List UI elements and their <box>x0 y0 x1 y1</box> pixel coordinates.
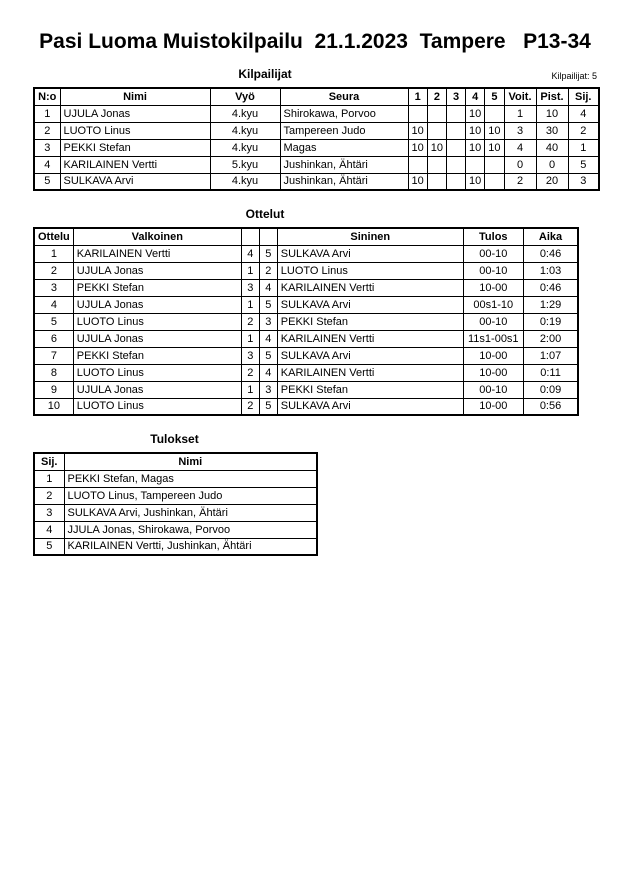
table-cell: KARILAINEN Vertti <box>277 330 463 347</box>
table-cell: 2 <box>34 262 73 279</box>
table-cell: 4.kyu <box>210 173 280 190</box>
table-cell: 1 <box>241 296 259 313</box>
table-cell: 0:46 <box>523 245 578 262</box>
column-header: Nimi <box>60 88 210 105</box>
table-cell: Magas <box>280 139 408 156</box>
table-cell: 2 <box>241 364 259 381</box>
table-cell: 4 <box>504 139 536 156</box>
table-cell: 40 <box>536 139 568 156</box>
column-header: Valkoinen <box>73 228 241 245</box>
table-cell: LUOTO Linus <box>73 313 241 330</box>
table-cell: 00-10 <box>463 262 523 279</box>
table-cell: LUOTO Linus <box>73 364 241 381</box>
competitors-header-row <box>34 88 599 105</box>
table-cell: 3 <box>259 313 277 330</box>
table-cell: KARILAINEN Vertti, Jushinkan, Ähtäri <box>64 538 317 555</box>
table-cell: 4 <box>259 364 277 381</box>
table-cell: 2 <box>241 398 259 415</box>
table-cell: 1:29 <box>523 296 578 313</box>
table-cell: 0 <box>536 156 568 173</box>
table-cell: KARILAINEN Vertti <box>60 156 210 173</box>
table-cell: 3 <box>34 504 64 521</box>
table-cell: UJULA Jonas <box>73 381 241 398</box>
column-header <box>241 228 259 245</box>
table-cell <box>447 105 466 122</box>
table-cell <box>485 156 504 173</box>
table-row <box>34 173 599 190</box>
table-cell <box>427 156 446 173</box>
table-cell: 4 <box>34 156 60 173</box>
results-heading: Tulokset <box>150 432 199 446</box>
table-cell: 0:19 <box>523 313 578 330</box>
table-cell: 5 <box>34 538 64 555</box>
table-cell: 30 <box>536 122 568 139</box>
table-cell: 6 <box>34 330 73 347</box>
table-cell: 5 <box>34 173 60 190</box>
table-row <box>34 381 578 398</box>
table-cell: 4.kyu <box>210 139 280 156</box>
table-cell: 20 <box>536 173 568 190</box>
table-cell: 10-00 <box>463 364 523 381</box>
table-cell: 1 <box>34 105 60 122</box>
column-header <box>259 228 277 245</box>
table-row <box>34 296 578 313</box>
table-cell: 3 <box>568 173 599 190</box>
table-cell: Shirokawa, Porvoo <box>280 105 408 122</box>
table-cell: SULKAVA Arvi <box>277 347 463 364</box>
table-row <box>34 330 578 347</box>
matches-table <box>33 227 579 416</box>
table-cell: PEKKI Stefan <box>73 347 241 364</box>
table-cell: 4 <box>259 279 277 296</box>
table-cell: KARILAINEN Vertti <box>277 364 463 381</box>
table-cell: PEKKI Stefan <box>277 313 463 330</box>
table-cell <box>427 173 446 190</box>
results-section-header <box>33 432 597 448</box>
table-cell: UJULA Jonas <box>73 330 241 347</box>
table-cell: PEKKI Stefan <box>73 279 241 296</box>
table-cell: 10-00 <box>463 398 523 415</box>
column-header: Nimi <box>64 453 317 470</box>
table-cell <box>485 173 504 190</box>
table-cell: 2:00 <box>523 330 578 347</box>
table-cell: LUOTO Linus, Tampereen Judo <box>64 487 317 504</box>
results-table <box>33 452 318 556</box>
table-cell: 2 <box>504 173 536 190</box>
table-row <box>34 139 599 156</box>
table-cell: JJULA Jonas, Shirokawa, Porvoo <box>64 521 317 538</box>
table-cell: 10 <box>408 139 427 156</box>
table-cell: 4 <box>34 521 64 538</box>
matches-header-row <box>34 228 578 245</box>
table-cell <box>427 105 446 122</box>
column-header: Sininen <box>277 228 463 245</box>
table-cell: 1 <box>504 105 536 122</box>
table-cell: 3 <box>34 139 60 156</box>
table-cell: 4.kyu <box>210 105 280 122</box>
table-cell: 00-10 <box>463 245 523 262</box>
table-cell <box>447 122 466 139</box>
table-cell: 9 <box>34 381 73 398</box>
table-cell: 10 <box>536 105 568 122</box>
table-row <box>34 156 599 173</box>
table-cell: 3 <box>34 279 73 296</box>
table-cell: 4 <box>259 330 277 347</box>
table-row <box>34 521 317 538</box>
table-row <box>34 538 317 555</box>
table-row <box>34 487 317 504</box>
competitors-table-body <box>34 105 599 190</box>
table-row <box>34 470 317 487</box>
table-cell: 10 <box>485 122 504 139</box>
column-header: Sij. <box>568 88 599 105</box>
table-cell: 5 <box>259 398 277 415</box>
table-cell: 0 <box>504 156 536 173</box>
column-header: Aika <box>523 228 578 245</box>
column-header: Tulos <box>463 228 523 245</box>
table-row <box>34 279 578 296</box>
table-cell: 11s1-00s1 <box>463 330 523 347</box>
column-header: Vyö <box>210 88 280 105</box>
column-header: Seura <box>280 88 408 105</box>
competitors-heading: Kilpailijat <box>238 67 292 81</box>
table-cell: 10 <box>427 139 446 156</box>
table-cell: 0:46 <box>523 279 578 296</box>
table-row <box>34 122 599 139</box>
table-cell <box>408 105 427 122</box>
column-header: 2 <box>427 88 446 105</box>
table-cell: SULKAVA Arvi <box>277 245 463 262</box>
table-cell: LUOTO Linus <box>73 398 241 415</box>
table-cell: 4.kyu <box>210 122 280 139</box>
table-cell: 10 <box>466 173 485 190</box>
column-header: Sij. <box>34 453 64 470</box>
table-cell: 2 <box>568 122 599 139</box>
table-cell: 5 <box>259 296 277 313</box>
table-cell: UJULA Jonas <box>73 296 241 313</box>
column-header: Voit. <box>504 88 536 105</box>
competitors-table <box>33 87 600 191</box>
table-cell: LUOTO Linus <box>277 262 463 279</box>
table-row <box>34 364 578 381</box>
table-cell: 3 <box>241 279 259 296</box>
table-cell <box>466 156 485 173</box>
matches-section-header <box>33 207 597 223</box>
table-cell <box>447 156 466 173</box>
table-cell: 5.kyu <box>210 156 280 173</box>
table-cell: 1 <box>241 330 259 347</box>
table-cell: KARILAINEN Vertti <box>277 279 463 296</box>
table-cell: 3 <box>259 381 277 398</box>
table-row <box>34 398 578 415</box>
table-row <box>34 313 578 330</box>
table-cell: 2 <box>241 313 259 330</box>
table-cell: 0:11 <box>523 364 578 381</box>
column-header: 3 <box>447 88 466 105</box>
table-cell: 10 <box>408 122 427 139</box>
table-cell: SULKAVA Arvi <box>60 173 210 190</box>
table-cell: 10-00 <box>463 279 523 296</box>
table-cell: 1:07 <box>523 347 578 364</box>
table-cell: 3 <box>504 122 536 139</box>
table-row <box>34 245 578 262</box>
table-cell: 10 <box>466 105 485 122</box>
table-row <box>34 262 578 279</box>
competitor-count-label: Kilpailijat: 5 <box>551 71 597 81</box>
table-cell: SULKAVA Arvi <box>277 296 463 313</box>
table-cell: KARILAINEN Vertti <box>73 245 241 262</box>
table-cell: 1 <box>241 381 259 398</box>
column-header: 5 <box>485 88 504 105</box>
table-cell: Jushinkan, Ähtäri <box>280 173 408 190</box>
table-cell: 5 <box>259 245 277 262</box>
table-cell: PEKKI Stefan, Magas <box>64 470 317 487</box>
table-cell <box>485 105 504 122</box>
table-cell: 1 <box>568 139 599 156</box>
table-cell: 3 <box>241 347 259 364</box>
table-cell: 2 <box>259 262 277 279</box>
table-cell: 1 <box>241 262 259 279</box>
table-cell: 00-10 <box>463 381 523 398</box>
table-cell: 2 <box>34 122 60 139</box>
table-cell: 10 <box>485 139 504 156</box>
table-cell <box>408 156 427 173</box>
table-cell: SULKAVA Arvi, Jushinkan, Ähtäri <box>64 504 317 521</box>
column-header: 1 <box>408 88 427 105</box>
column-header: Ottelu <box>34 228 73 245</box>
table-cell <box>447 173 466 190</box>
table-cell: 5 <box>568 156 599 173</box>
table-cell: 00s1-10 <box>463 296 523 313</box>
table-cell: 8 <box>34 364 73 381</box>
table-cell: 0:56 <box>523 398 578 415</box>
column-header: Pist. <box>536 88 568 105</box>
table-cell: 10 <box>34 398 73 415</box>
table-row <box>34 504 317 521</box>
table-cell: Tampereen Judo <box>280 122 408 139</box>
table-cell: 1:03 <box>523 262 578 279</box>
table-cell: 10 <box>466 139 485 156</box>
table-cell: 10-00 <box>463 347 523 364</box>
matches-heading: Ottelut <box>245 207 285 221</box>
results-header-row <box>34 453 317 470</box>
table-cell: 1 <box>34 470 64 487</box>
table-cell: 10 <box>408 173 427 190</box>
competitors-section-header <box>33 67 597 83</box>
page-title: Pasi Luoma Muistokilpailu 21.1.2023 Tampere P13-34 <box>39 30 591 53</box>
table-cell: 4 <box>241 245 259 262</box>
table-cell: UJULA Jonas <box>73 262 241 279</box>
table-cell: 4 <box>34 296 73 313</box>
table-cell: Jushinkan, Ähtäri <box>280 156 408 173</box>
column-header: 4 <box>466 88 485 105</box>
table-cell: PEKKI Stefan <box>277 381 463 398</box>
table-cell: 2 <box>34 487 64 504</box>
table-cell: 5 <box>259 347 277 364</box>
table-cell: 10 <box>466 122 485 139</box>
table-cell: 4 <box>568 105 599 122</box>
table-cell: 5 <box>34 313 73 330</box>
table-cell: 00-10 <box>463 313 523 330</box>
table-cell <box>427 122 446 139</box>
table-row <box>34 105 599 122</box>
table-cell: UJULA Jonas <box>60 105 210 122</box>
matches-table-body <box>34 245 578 415</box>
table-row <box>34 347 578 364</box>
table-cell: 7 <box>34 347 73 364</box>
column-header: N:o <box>34 88 60 105</box>
table-cell <box>447 139 466 156</box>
table-cell: 0:09 <box>523 381 578 398</box>
table-cell: PEKKI Stefan <box>60 139 210 156</box>
results-table-body <box>34 470 317 555</box>
table-cell: LUOTO Linus <box>60 122 210 139</box>
table-cell: 1 <box>34 245 73 262</box>
table-cell: SULKAVA Arvi <box>277 398 463 415</box>
